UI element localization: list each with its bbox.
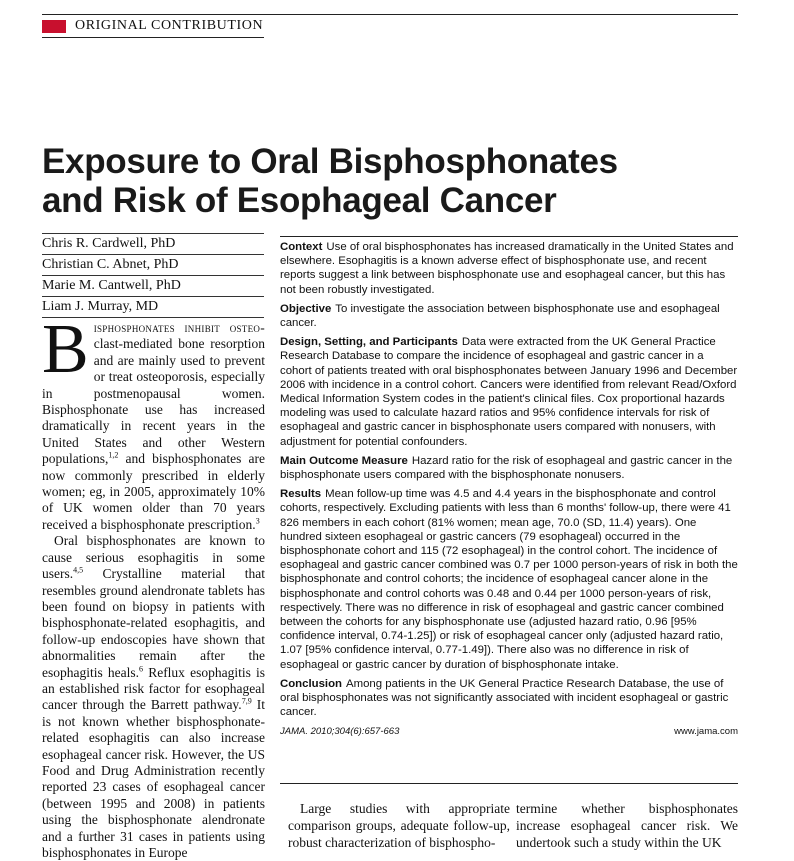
abstract-conclusion: [280, 677, 738, 720]
abstract-text: Hazard ratio for the risk of esophageal and gastric cancer in the bisphosphonate users compared with the bisphosphonate nonusers.: [280, 454, 733, 482]
abstract: [280, 240, 738, 739]
drop-cap: B: [42, 311, 89, 388]
section-label: ORIGINAL CONTRIBUTION: [75, 18, 264, 33]
abstract-text: Data were extracted from the UK General Practice Research Database to compare the incidence of esophageal and gastric cancer in a cohort of patients treated with oral bisphosphonates between January 1996 and December 2006 with incidence in a control cohort. Cancers were identified from relevant Read/Oxford Medical Information System codes in the patient's clinical files. Cox proportional hazards modeling was used to calculate hazard ratios and 95% confidence intervals for risk of esophageal and gastric cancer in bisphosphonate users compared with nonusers, with adjustment for potential confounders.: [280, 336, 738, 448]
reference: 7,9: [241, 696, 252, 706]
title-line-2: and Risk of Esophageal Cancer: [42, 181, 557, 220]
intro-paragraph-1: [42, 311, 265, 533]
author: Christian C. Abnet, PhD: [42, 255, 264, 276]
section-tag: [42, 16, 263, 36]
abstract-heading: Objective: [280, 302, 332, 315]
intro-text: Oral bisphosphonates are known to cause serious esophagitis in some users.: [42, 533, 265, 582]
intro-column: [42, 311, 266, 861]
body-paragraph: termine whether bisphosphonates increase esophageal cancer risk. We undertook such a study within the UK: [516, 801, 738, 850]
abstract-top-rule: [280, 236, 738, 237]
abstract-heading: Results: [280, 488, 322, 501]
intro-smallcaps: isphosphonates inhibit osteo-: [93, 320, 265, 335]
citation-row: [280, 725, 738, 739]
abstract-context: [280, 240, 738, 297]
abstract-text: Mean follow-up time was 4.5 and 4.4 years in the bisphosphonate and control cohorts, respectively. Excluding patients with less than 6 months' follow-up, there were 41 826 members in each cohort (81% women; mean age, 70.0 (SD, 11.4) years). One hundred sixteen esophageal or gastric cancers (79 esophageal) occurred in the bisphosphonate cohort and 115 (72 esophageal) in the control cohort. The incidence of esophageal and gastric cancer combined was 0.7 per 1000 person-years of risk in both the bisphosphonate and control cohorts; the incidence of esophageal cancer alone in the bisphosphonate and control cohorts was 0.48 and 0.44 per 1000 person-years of risk, respectively. There was no difference in risk of esophageal and gastric cancer combined between the cohorts for any bisphosphonate use (adjusted hazard ratio, 0.96 [95% confidence interval, 0.74-1.25]) or risk of esophageal cancer only (adjusted hazard ratio, 1.07 [95% confidence interval, 0.77-1.49]). There also was no difference in risk of esophageal or gastric cancer by duration of bisphosphonate intake.: [280, 488, 738, 671]
reference: 6: [139, 664, 144, 674]
abstract-heading: Design, Setting, and Participants: [280, 336, 458, 349]
author-list: [42, 233, 264, 318]
abstract-outcome: [280, 454, 738, 482]
author: Chris R. Cardwell, PhD: [42, 233, 264, 255]
abstract-results: [280, 487, 738, 672]
body-column-2: [288, 800, 510, 851]
top-rule: [42, 14, 738, 15]
reference: 1,2: [108, 450, 119, 460]
abstract-heading: Context: [280, 241, 323, 253]
abstract-text: Among patients in the UK General Practice Research Database, the use of oral bisphosphonates was not significantly associated with incident esophageal or gastric cancer.: [280, 677, 729, 719]
intro-text: and bisphosphonates are now commonly prescribed in elderly women; eg, in 2005, approximately 10% of UK women older than 70 years received a bisphosphonate prescription.: [42, 451, 265, 532]
abstract-text: Use of oral bisphosphonates has increased dramatically in the United States and elsewhere. Esophagitis is a known adverse effect of bisphosphonate use, and recent reports suggest a link between bisphosphonate use and esophageal cancer, but this has not been robustly investigated.: [280, 241, 734, 296]
article-title: [42, 142, 618, 220]
abstract-design: [280, 335, 738, 449]
intro-paragraph-2: [42, 533, 265, 861]
body-paragraph: Large studies with appropriate comparison groups, adequate follow-up, robust characterization of bisphospho-: [288, 801, 510, 850]
citation: JAMA. 2010;304(6):657-663: [280, 725, 400, 737]
intro-text: It is not known whether bisphosphonate-related esophagitis can also increase esophageal cancer risk. However, the US Food and Drug Administration recently reported 23 cases of esophageal cancer (between 1995 and 2008) in patients using the bisphosphonate alendronate and a further 31 cases in patients using bisphosphonates in Europe: [42, 697, 265, 860]
reference: 3: [255, 516, 260, 526]
abstract-heading: Main Outcome Measure: [280, 454, 408, 467]
journal-website: www.jama.com: [674, 725, 738, 737]
section-rule: [42, 37, 264, 38]
title-line-1: Exposure to Oral Bisphosphonates: [42, 142, 618, 181]
abstract-text: To investigate the association between bisphosphonate use and esophageal cancer.: [280, 302, 720, 330]
reference: 4,5: [73, 565, 84, 575]
abstract-bottom-rule: [280, 783, 738, 784]
author: Marie M. Cantwell, PhD: [42, 276, 264, 297]
abstract-objective: [280, 302, 738, 330]
intro-text: Reflux esophagitis is an established risk factor for esophageal cancer through the Barrett pathway.: [42, 664, 266, 713]
abstract-heading: Conclusion: [280, 677, 343, 690]
intro-text: Crystalline material that resembles ground alendronate tablets has been found on biopsy in patients with bisphosphonate-related esophagitis, and follow-up endoscopies have shown that abnormalities remain after the esophagitis heals.: [42, 566, 265, 680]
section-accent-box: [42, 20, 66, 33]
body-column-3: [516, 800, 738, 851]
intro-text: clast-mediated bone resorption and are mainly used to prevent or treat osteoporosis, especially in postmenopausal women. Bisphosphonate use has increased dramatically in recent years in the United States and other Western populations,: [42, 336, 265, 467]
author: Liam J. Murray, MD: [42, 297, 264, 318]
